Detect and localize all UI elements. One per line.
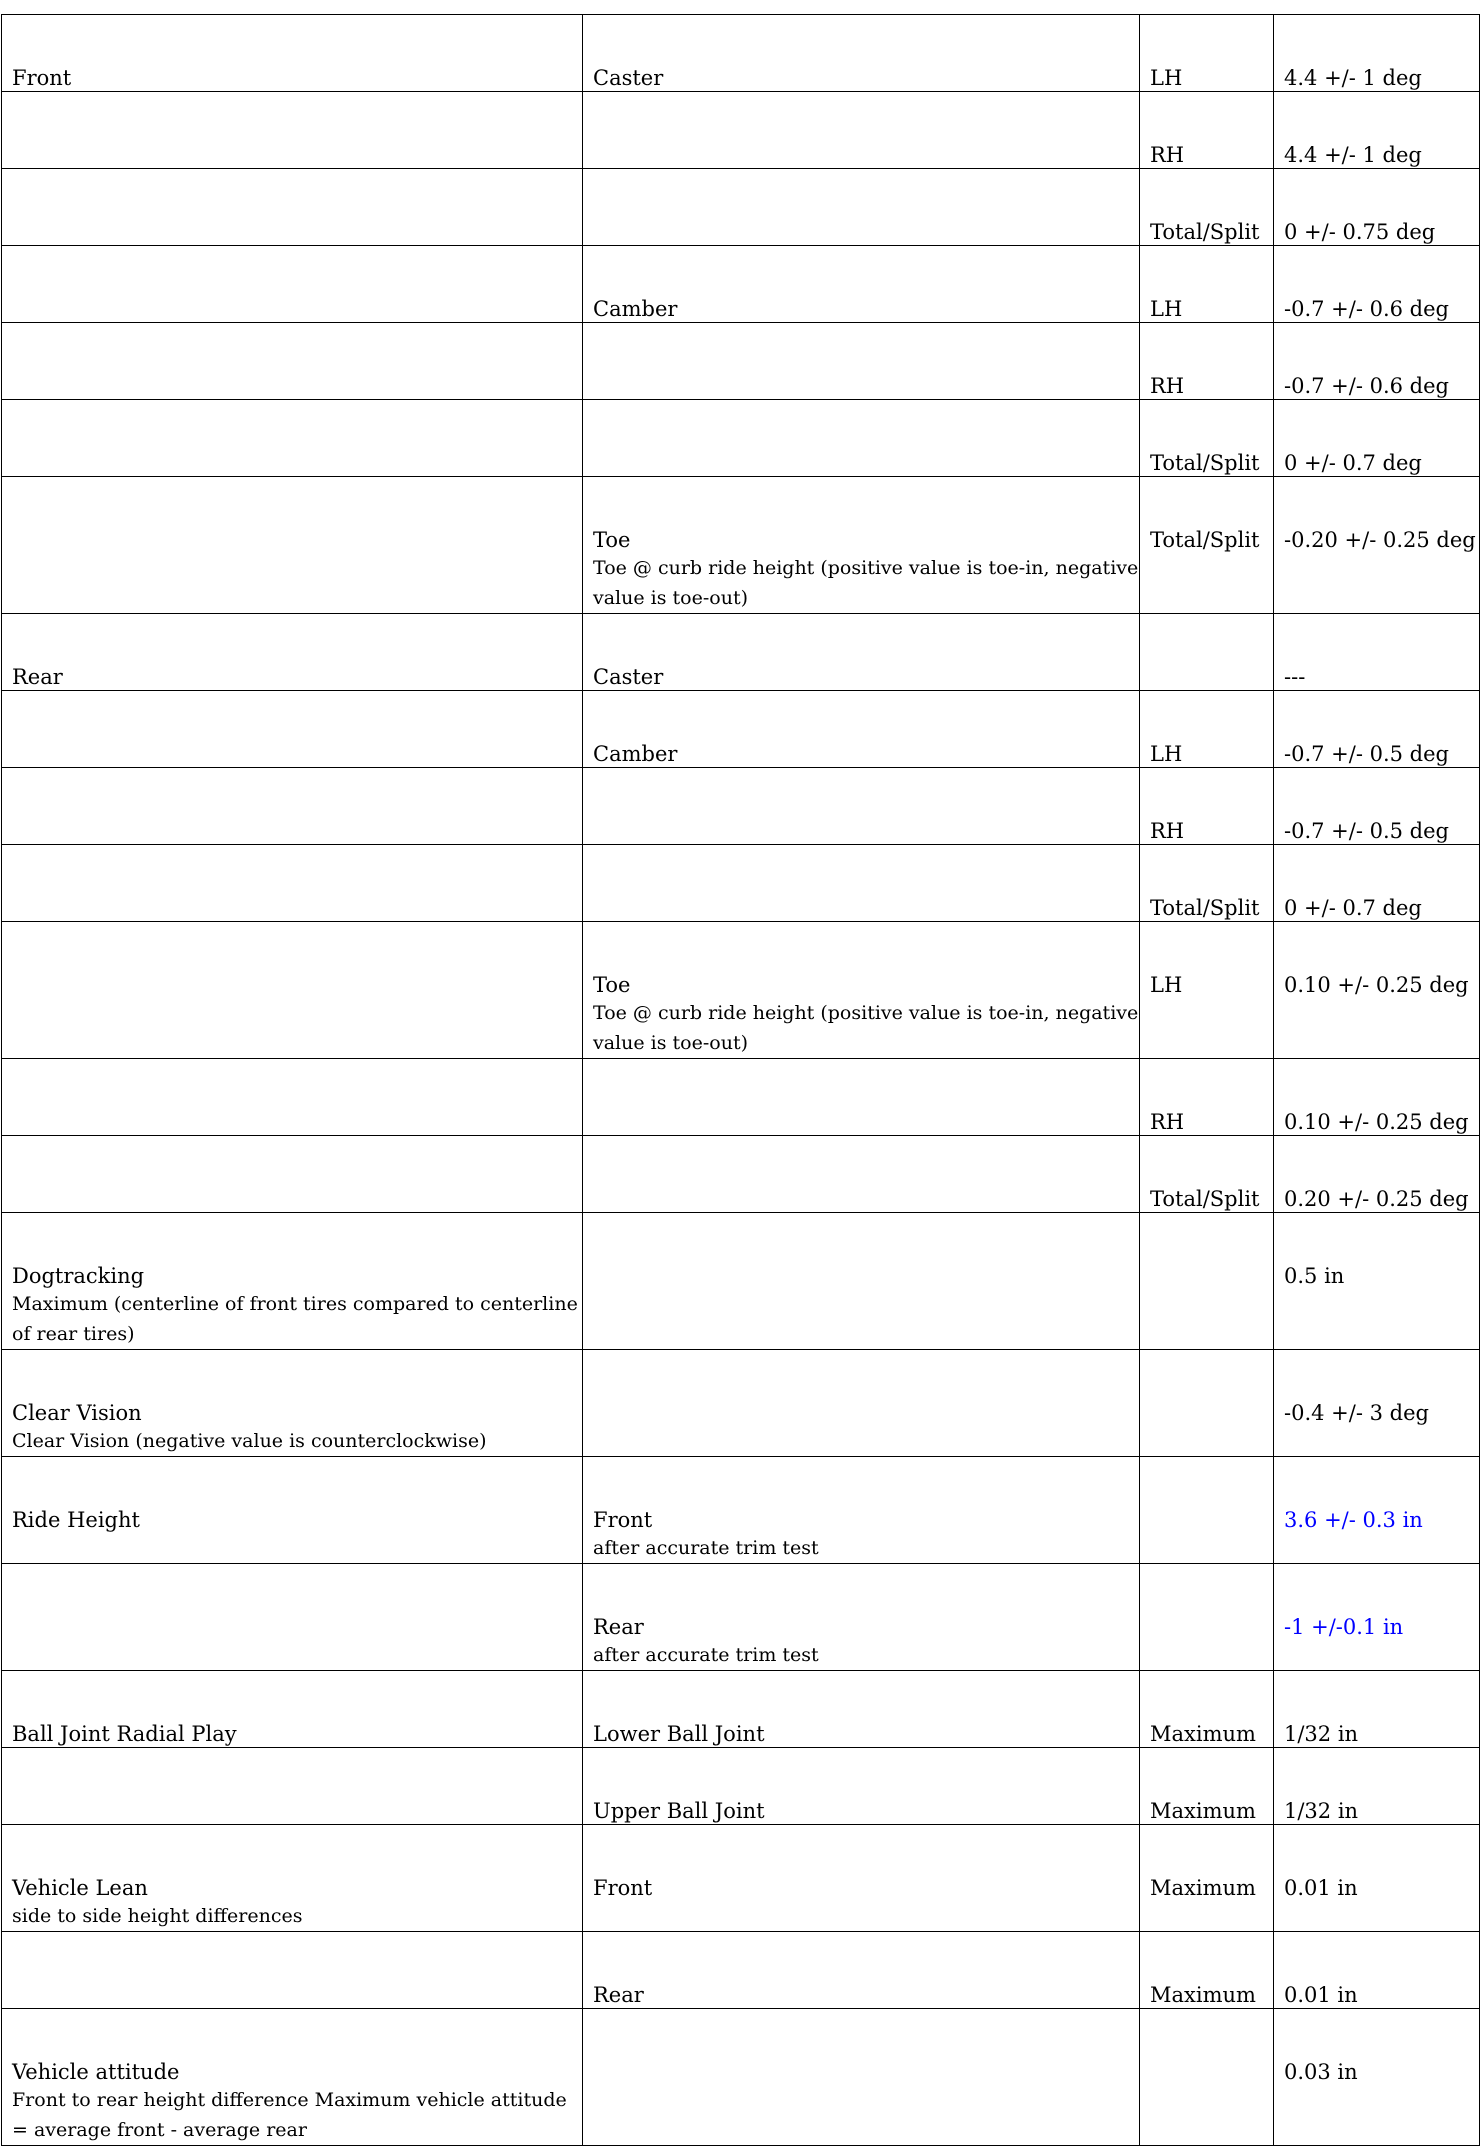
table-row <box>2 477 1480 614</box>
spec-value-cell-text: 1/32 in <box>1284 1722 1359 1746</box>
spec-value-cell <box>1274 768 1480 845</box>
group-cell <box>2 92 583 169</box>
side-cell <box>1140 845 1274 922</box>
group-cell <box>2 1671 583 1748</box>
group-cell-text <box>12 1059 582 1109</box>
spec-value-cell-text: 0.01 in <box>1284 1983 1358 2007</box>
side-cell <box>1140 1213 1274 1350</box>
parameter-cell-text: Toe <box>593 528 631 552</box>
parameter-cell <box>583 1825 1140 1932</box>
parameter-cell-text: Front <box>593 1876 653 1900</box>
side-cell <box>1140 1059 1274 1136</box>
parameter-cell <box>583 1671 1140 1748</box>
group-cell <box>2 614 583 691</box>
spec-value-cell-text: 0.10 +/- 0.25 deg <box>1284 1110 1469 1134</box>
spec-value-cell-text: 0.20 +/- 0.25 deg <box>1284 1187 1469 1211</box>
group-cell-text: Ball Joint Radial Play <box>12 1722 237 1746</box>
parameter-cell <box>583 614 1140 691</box>
parameter-cell-note: Toe @ curb ride height (positive value is toe-in, negative value is toe-out) <box>593 557 1139 609</box>
group-cell-text <box>12 1748 582 1798</box>
parameter-cell-text: Camber <box>593 297 678 321</box>
group-cell-note: Front to rear height difference Maximum vehicle attitude = average front - average rear <box>12 2089 567 2141</box>
side-cell-text <box>1150 614 1273 664</box>
spec-value-cell-text: 1/32 in <box>1284 1799 1359 1823</box>
parameter-cell-text: Rear <box>593 1983 644 2007</box>
side-cell <box>1140 768 1274 845</box>
group-cell-text: Clear Vision <box>12 1401 142 1425</box>
parameter-cell-note: after accurate trim test <box>593 1537 819 1559</box>
group-cell <box>2 1136 583 1213</box>
spec-value-cell-text: --- <box>1284 665 1306 689</box>
spec-value-cell <box>1274 1213 1480 1350</box>
spec-value-cell-text: 3.6 +/- 0.3 in <box>1284 1508 1423 1532</box>
group-cell <box>2 2009 583 2146</box>
side-cell <box>1140 1932 1274 2009</box>
parameter-cell-text: Front <box>593 1508 653 1532</box>
side-cell-text <box>1150 1350 1273 1400</box>
group-cell <box>2 768 583 845</box>
spec-value-cell <box>1274 1457 1480 1564</box>
table-row <box>2 1748 1480 1825</box>
spec-value-cell <box>1274 614 1480 691</box>
alignment-spec-table <box>1 14 1480 2146</box>
parameter-cell <box>583 845 1140 922</box>
parameter-cell-text <box>593 845 1139 895</box>
side-cell <box>1140 1671 1274 1748</box>
side-cell <box>1140 92 1274 169</box>
parameter-cell-text <box>593 400 1139 450</box>
parameter-cell <box>583 323 1140 400</box>
side-cell <box>1140 1136 1274 1213</box>
group-cell-text <box>12 246 582 296</box>
parameter-cell-text: Upper Ball Joint <box>593 1799 765 1823</box>
group-cell <box>2 1213 583 1350</box>
group-cell-text: Front <box>12 66 72 90</box>
spec-value-cell-text: 4.4 +/- 1 deg <box>1284 143 1422 167</box>
spec-value-cell-text: 0 +/- 0.75 deg <box>1284 220 1436 244</box>
table-row <box>2 1213 1480 1350</box>
group-cell <box>2 1059 583 1136</box>
parameter-cell-text <box>593 1136 1139 1186</box>
spec-value-cell-text: 4.4 +/- 1 deg <box>1284 66 1422 90</box>
spec-value-cell <box>1274 1564 1480 1671</box>
side-cell-text: LH <box>1150 297 1183 321</box>
side-cell-text: Maximum <box>1150 1722 1256 1746</box>
group-cell-note: Maximum (centerline of front tires compared to centerline of rear tires) <box>12 1293 578 1345</box>
side-cell <box>1140 2009 1274 2146</box>
table-row <box>2 1564 1480 1671</box>
group-cell <box>2 400 583 477</box>
parameter-cell-text: Rear <box>593 1615 644 1639</box>
side-cell <box>1140 1564 1274 1671</box>
parameter-cell <box>583 477 1140 614</box>
parameter-cell-text <box>593 768 1139 818</box>
group-cell-text <box>12 169 582 219</box>
side-cell <box>1140 922 1274 1059</box>
parameter-cell <box>583 1059 1140 1136</box>
parameter-cell-text: Caster <box>593 665 664 689</box>
group-cell-text <box>12 323 582 373</box>
side-cell-text: RH <box>1150 1110 1185 1134</box>
group-cell <box>2 477 583 614</box>
side-cell-text: Total/Split <box>1150 220 1260 244</box>
parameter-cell-text <box>593 169 1139 219</box>
group-cell <box>2 1932 583 2009</box>
table-row <box>2 1932 1480 2009</box>
parameter-cell-text <box>593 1350 1139 1400</box>
group-cell-text <box>12 691 582 741</box>
spec-value-cell <box>1274 1932 1480 2009</box>
parameter-cell <box>583 1564 1140 1671</box>
table-row <box>2 691 1480 768</box>
parameter-cell <box>583 1748 1140 1825</box>
spec-value-cell-text: -0.20 +/- 0.25 deg <box>1284 528 1476 552</box>
spec-value-cell <box>1274 1748 1480 1825</box>
table-row <box>2 1825 1480 1932</box>
group-cell-text: Dogtracking <box>12 1264 145 1288</box>
side-cell-text: Total/Split <box>1150 896 1260 920</box>
side-cell-text: RH <box>1150 143 1185 167</box>
spec-value-cell-text: -0.7 +/- 0.5 deg <box>1284 819 1449 843</box>
side-cell <box>1140 1825 1274 1932</box>
table-row <box>2 169 1480 246</box>
spec-value-cell-text: 0.03 in <box>1284 2060 1358 2084</box>
parameter-cell <box>583 768 1140 845</box>
spec-value-cell-text: -0.7 +/- 0.5 deg <box>1284 742 1449 766</box>
side-cell-text: RH <box>1150 819 1185 843</box>
group-cell <box>2 845 583 922</box>
parameter-cell <box>583 169 1140 246</box>
table-row <box>2 1457 1480 1564</box>
spec-value-cell <box>1274 1825 1480 1932</box>
group-cell-text: Vehicle attitude <box>12 2060 180 2084</box>
parameter-cell <box>583 400 1140 477</box>
group-cell-text <box>12 845 582 895</box>
table-row <box>2 15 1480 92</box>
side-cell <box>1140 1748 1274 1825</box>
side-cell <box>1140 323 1274 400</box>
side-cell-text: RH <box>1150 374 1185 398</box>
parameter-cell <box>583 1350 1140 1457</box>
group-cell-note: side to side height differences <box>12 1905 303 1927</box>
side-cell <box>1140 477 1274 614</box>
spec-value-cell <box>1274 400 1480 477</box>
parameter-cell <box>583 92 1140 169</box>
side-cell-text: Maximum <box>1150 1876 1256 1900</box>
table-row <box>2 614 1480 691</box>
spec-value-cell <box>1274 169 1480 246</box>
parameter-cell <box>583 1136 1140 1213</box>
table-row <box>2 323 1480 400</box>
side-cell-text <box>1150 1564 1273 1614</box>
parameter-cell-text <box>593 1059 1139 1109</box>
group-cell-text <box>12 92 582 142</box>
spec-value-cell <box>1274 15 1480 92</box>
spec-value-cell-text: -0.4 +/- 3 deg <box>1284 1401 1429 1425</box>
group-cell-text <box>12 1932 582 1982</box>
spec-value-cell-text: 0.10 +/- 0.25 deg <box>1284 973 1469 997</box>
spec-value-cell <box>1274 246 1480 323</box>
group-cell <box>2 922 583 1059</box>
parameter-cell-text <box>593 1213 1139 1263</box>
side-cell-text: LH <box>1150 742 1183 766</box>
parameter-cell-note: after accurate trim test <box>593 1644 819 1666</box>
side-cell <box>1140 15 1274 92</box>
group-cell-note: Clear Vision (negative value is counterclockwise) <box>12 1430 487 1452</box>
group-cell <box>2 323 583 400</box>
parameter-cell-text: Lower Ball Joint <box>593 1722 765 1746</box>
side-cell-text <box>1150 1213 1273 1263</box>
spec-value-cell <box>1274 92 1480 169</box>
group-cell-text <box>12 400 582 450</box>
spec-value-cell-text: 0.01 in <box>1284 1876 1358 1900</box>
group-cell-text <box>12 1564 582 1614</box>
side-cell-text: LH <box>1150 66 1183 90</box>
side-cell-text <box>1150 2009 1273 2059</box>
table-row <box>2 246 1480 323</box>
side-cell-text: LH <box>1150 973 1183 997</box>
spec-value-cell-text: -1 +/-0.1 in <box>1284 1615 1404 1639</box>
spec-value-cell-text: 0.5 in <box>1284 1264 1345 1288</box>
group-cell <box>2 246 583 323</box>
table-row <box>2 1136 1480 1213</box>
table-row <box>2 845 1480 922</box>
side-cell <box>1140 691 1274 768</box>
table-row <box>2 400 1480 477</box>
side-cell <box>1140 246 1274 323</box>
group-cell-text <box>12 922 582 972</box>
side-cell-text: Total/Split <box>1150 528 1260 552</box>
spec-value-cell <box>1274 691 1480 768</box>
parameter-cell <box>583 922 1140 1059</box>
parameter-cell <box>583 1213 1140 1350</box>
spec-value-cell <box>1274 2009 1480 2146</box>
side-cell <box>1140 1457 1274 1564</box>
spec-value-cell <box>1274 1350 1480 1457</box>
group-cell-text <box>12 1136 582 1186</box>
group-cell <box>2 169 583 246</box>
group-cell <box>2 1825 583 1932</box>
parameter-cell-text: Camber <box>593 742 678 766</box>
spec-value-cell-text: -0.7 +/- 0.6 deg <box>1284 297 1449 321</box>
parameter-cell-text <box>593 92 1139 142</box>
spec-value-cell <box>1274 1136 1480 1213</box>
table-row <box>2 92 1480 169</box>
table-row <box>2 922 1480 1059</box>
group-cell <box>2 15 583 92</box>
spec-value-cell <box>1274 845 1480 922</box>
group-cell <box>2 691 583 768</box>
group-cell <box>2 1748 583 1825</box>
parameter-cell <box>583 2009 1140 2146</box>
table-row <box>2 1350 1480 1457</box>
group-cell-text: Rear <box>12 665 63 689</box>
spec-value-cell-text: -0.7 +/- 0.6 deg <box>1284 374 1449 398</box>
parameter-cell <box>583 1457 1140 1564</box>
parameter-cell-text <box>593 2009 1139 2059</box>
parameter-cell-text <box>593 323 1139 373</box>
group-cell-text <box>12 768 582 818</box>
parameter-cell-note: Toe @ curb ride height (positive value is toe-in, negative value is toe-out) <box>593 1002 1139 1054</box>
spec-table-body <box>2 15 1480 2146</box>
side-cell <box>1140 400 1274 477</box>
side-cell <box>1140 614 1274 691</box>
table-row <box>2 1059 1480 1136</box>
table-row <box>2 768 1480 845</box>
group-cell <box>2 1564 583 1671</box>
group-cell-text: Vehicle Lean <box>12 1876 148 1900</box>
side-cell-text <box>1150 1457 1273 1507</box>
spec-value-cell <box>1274 922 1480 1059</box>
spec-value-cell-text: 0 +/- 0.7 deg <box>1284 896 1422 920</box>
side-cell-text: Total/Split <box>1150 1187 1260 1211</box>
spec-value-cell-text: 0 +/- 0.7 deg <box>1284 451 1422 475</box>
group-cell-text: Ride Height <box>12 1508 140 1532</box>
group-cell <box>2 1457 583 1564</box>
parameter-cell <box>583 691 1140 768</box>
side-cell <box>1140 1350 1274 1457</box>
group-cell <box>2 1350 583 1457</box>
side-cell <box>1140 169 1274 246</box>
spec-value-cell <box>1274 1671 1480 1748</box>
parameter-cell <box>583 1932 1140 2009</box>
spec-value-cell <box>1274 477 1480 614</box>
table-row <box>2 2009 1480 2146</box>
group-cell-text <box>12 477 582 527</box>
table-row <box>2 1671 1480 1748</box>
spec-value-cell <box>1274 323 1480 400</box>
parameter-cell <box>583 246 1140 323</box>
parameter-cell-text: Toe <box>593 973 631 997</box>
parameter-cell <box>583 15 1140 92</box>
side-cell-text: Maximum <box>1150 1983 1256 2007</box>
side-cell-text: Maximum <box>1150 1799 1256 1823</box>
side-cell-text: Total/Split <box>1150 451 1260 475</box>
parameter-cell-text: Caster <box>593 66 664 90</box>
spec-value-cell <box>1274 1059 1480 1136</box>
